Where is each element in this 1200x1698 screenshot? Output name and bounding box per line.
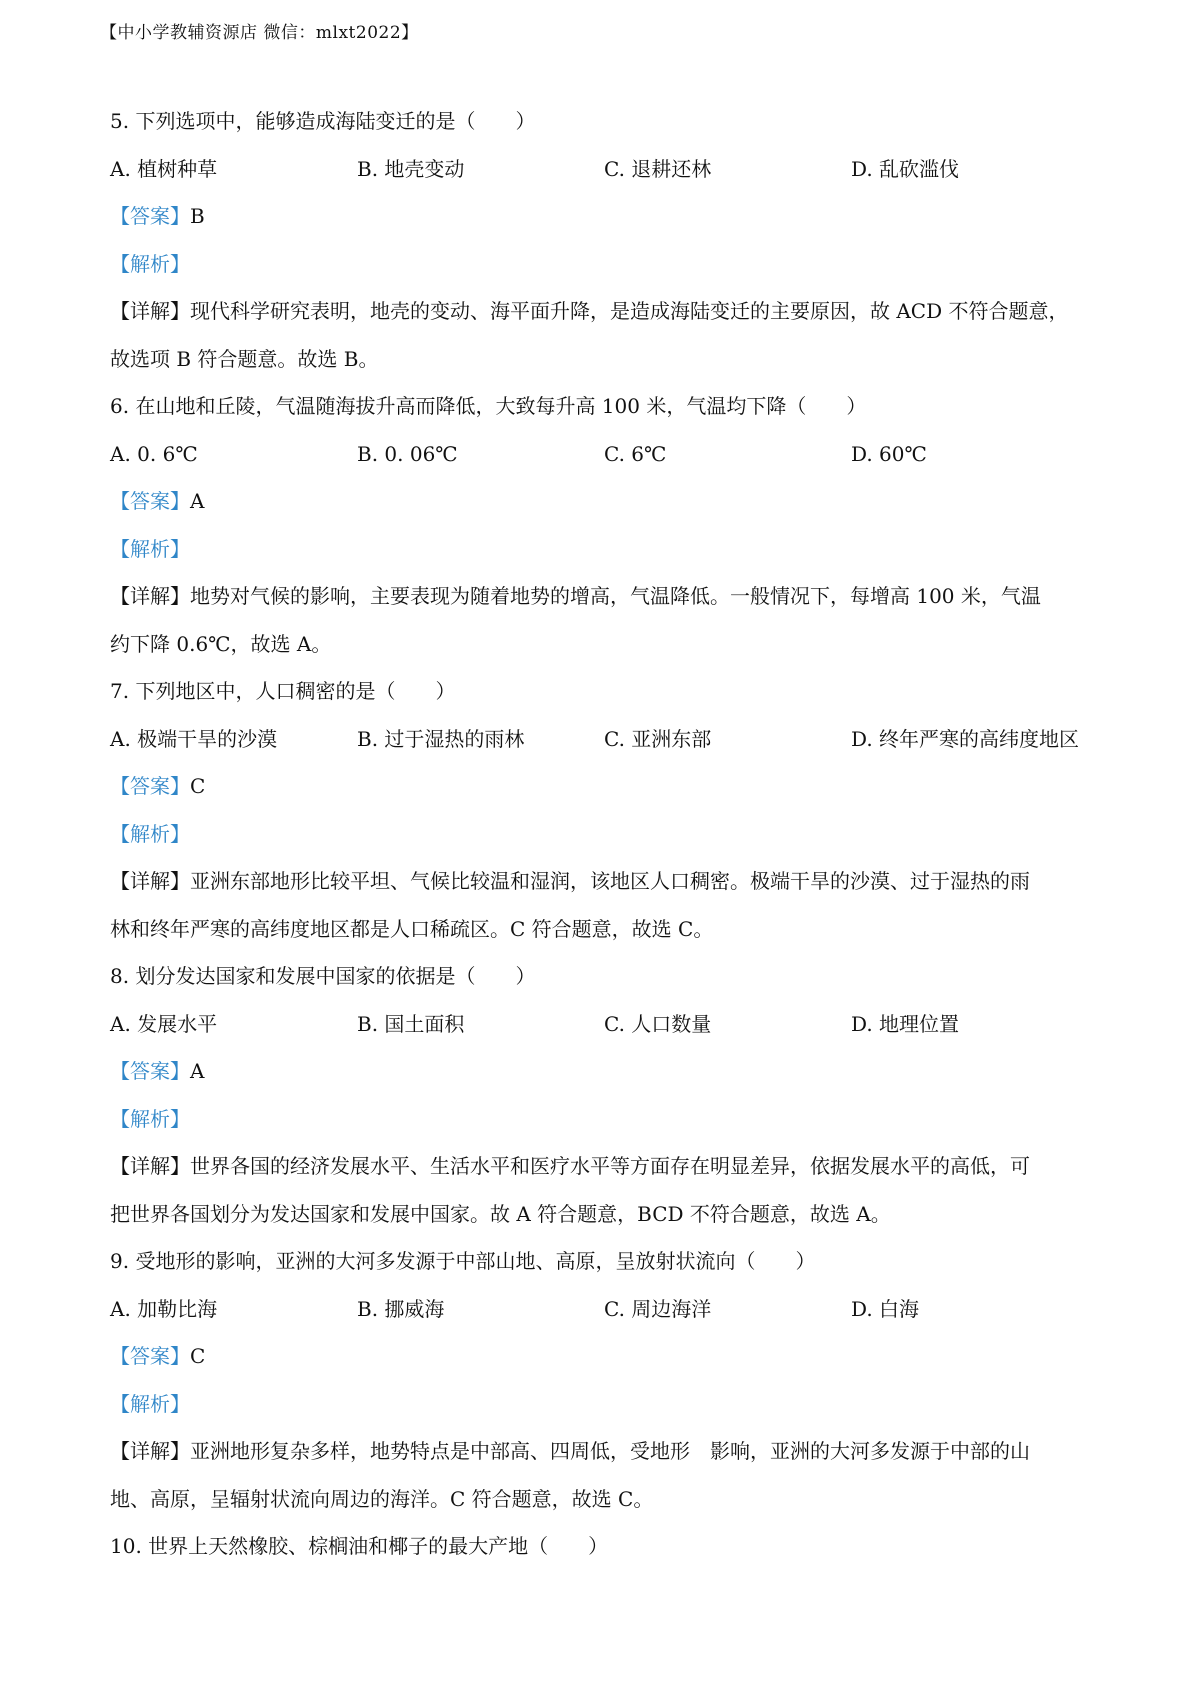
answer-tag: 【答案】 [110, 774, 190, 798]
option-b: B. 过于湿热的雨林 [357, 726, 525, 751]
question-5 [110, 98, 1100, 383]
option-a: A. 加勒比海 [110, 1296, 218, 1321]
option-a: A. 0. 6℃ [110, 441, 198, 466]
question-8 [110, 953, 1100, 1238]
detail-line-1 [110, 573, 1100, 621]
question-stem: 8. 划分发达国家和发展中国家的依据是（ ） [110, 964, 536, 988]
detail-line-2: 故选项 B 符合题意。故选 B。 [110, 346, 379, 371]
options-row [110, 431, 1100, 479]
option-c: C. 周边海洋 [604, 1296, 712, 1321]
option-c: C. 退耕还林 [604, 156, 712, 181]
detail-line-1 [110, 288, 1100, 336]
detail-text: 亚洲地形复杂多样，地势特点是中部高、四周低，受地形 影响，亚洲的大河多发源于中部的山 [190, 1439, 1030, 1463]
option-a: A. 植树种草 [110, 156, 218, 181]
option-d: D. 乱砍滥伐 [851, 156, 960, 181]
option-a: A. 发展水平 [110, 1011, 218, 1036]
options-row [110, 1001, 1100, 1049]
detail-line-2: 约下降 0.6℃，故选 A。 [110, 631, 332, 656]
answer-tag: 【答案】 [110, 1344, 190, 1368]
question-stem: 9. 受地形的影响，亚洲的大河多发源于中部山地、高原，呈放射状流向（ ） [110, 1249, 816, 1273]
answer-line [110, 1048, 1100, 1096]
detail-line-1 [110, 1428, 1100, 1476]
detail-tag: 【详解】 [110, 1439, 190, 1463]
option-d: D. 白海 [851, 1296, 920, 1321]
detail-tag: 【详解】 [110, 584, 190, 608]
option-b: B. 地壳变动 [357, 156, 465, 181]
option-b: B. 挪威海 [357, 1296, 445, 1321]
detail-line-2: 把世界各国划分为发达国家和发展中国家。故 A 符合题意，BCD 不符合题意，故选 A。 [110, 1201, 891, 1226]
options-row [110, 716, 1100, 764]
analysis-tag: 【解析】 [110, 1391, 190, 1416]
analysis-tag: 【解析】 [110, 251, 190, 276]
option-c: C. 亚洲东部 [604, 726, 712, 751]
question-6 [110, 383, 1100, 668]
detail-tag: 【详解】 [110, 1154, 190, 1178]
question-stem: 6. 在山地和丘陵，气温随海拔升高而降低，大致每升高 100 米，气温均下降（ ） [110, 394, 867, 418]
detail-tag: 【详解】 [110, 869, 190, 893]
page-header: 【中小学教辅资源店 微信：mlxt2022】 [100, 23, 419, 43]
option-d: D. 地理位置 [851, 1011, 960, 1036]
answer-value: B [190, 204, 205, 228]
analysis-tag: 【解析】 [110, 1106, 190, 1131]
option-b: B. 0. 06℃ [357, 441, 458, 466]
analysis-tag: 【解析】 [110, 536, 190, 561]
detail-text: 世界各国的经济发展水平、生活水平和医疗水平等方面存在明显差异，依据发展水平的高低，可 [190, 1154, 1030, 1178]
answer-value: A [190, 1059, 205, 1083]
question-list [110, 98, 1100, 1571]
analysis-tag: 【解析】 [110, 821, 190, 846]
detail-line-1 [110, 1143, 1100, 1191]
answer-tag: 【答案】 [110, 489, 190, 513]
option-c: C. 6℃ [604, 441, 667, 466]
detail-text: 亚洲东部地形比较平坦、气候比较温和湿润，该地区人口稠密。极端干旱的沙漠、过于湿热的雨 [190, 869, 1030, 893]
option-d: D. 60℃ [851, 441, 927, 466]
answer-value: A [190, 489, 205, 513]
answer-line [110, 763, 1100, 811]
detail-tag: 【详解】 [110, 299, 190, 323]
option-c: C. 人口数量 [604, 1011, 712, 1036]
options-row [110, 146, 1100, 194]
options-row [110, 1286, 1100, 1334]
option-d: D. 终年严寒的高纬度地区 [851, 726, 1080, 751]
answer-tag: 【答案】 [110, 204, 190, 228]
answer-tag: 【答案】 [110, 1059, 190, 1083]
detail-text: 现代科学研究表明，地壳的变动、海平面升降，是造成海陆变迁的主要原因，故 ACD 不符合题意， [190, 299, 1069, 323]
detail-text: 地势对气候的影响，主要表现为随着地势的增高，气温降低。一般情况下，每增高 100 米，气温 [190, 584, 1041, 608]
detail-line-2: 地、高原，呈辐射状流向周边的海洋。C 符合题意，故选 C。 [110, 1486, 654, 1511]
question-9 [110, 1238, 1100, 1523]
question-stem: 5. 下列选项中，能够造成海陆变迁的是（ ） [110, 109, 536, 133]
question-10-stem: 10. 世界上天然橡胶、棕榈油和椰子的最大产地（ ） [110, 1534, 609, 1558]
answer-line [110, 193, 1100, 241]
answer-value: C [190, 1344, 206, 1368]
question-stem: 7. 下列地区中，人口稠密的是（ ） [110, 679, 456, 703]
detail-line-1 [110, 858, 1100, 906]
option-b: B. 国土面积 [357, 1011, 465, 1036]
detail-line-2: 林和终年严寒的高纬度地区都是人口稀疏区。C 符合题意，故选 C。 [110, 916, 714, 941]
answer-value: C [190, 774, 206, 798]
answer-line [110, 478, 1100, 526]
question-7 [110, 668, 1100, 953]
answer-line [110, 1333, 1100, 1381]
option-a: A. 极端干旱的沙漠 [110, 726, 278, 751]
